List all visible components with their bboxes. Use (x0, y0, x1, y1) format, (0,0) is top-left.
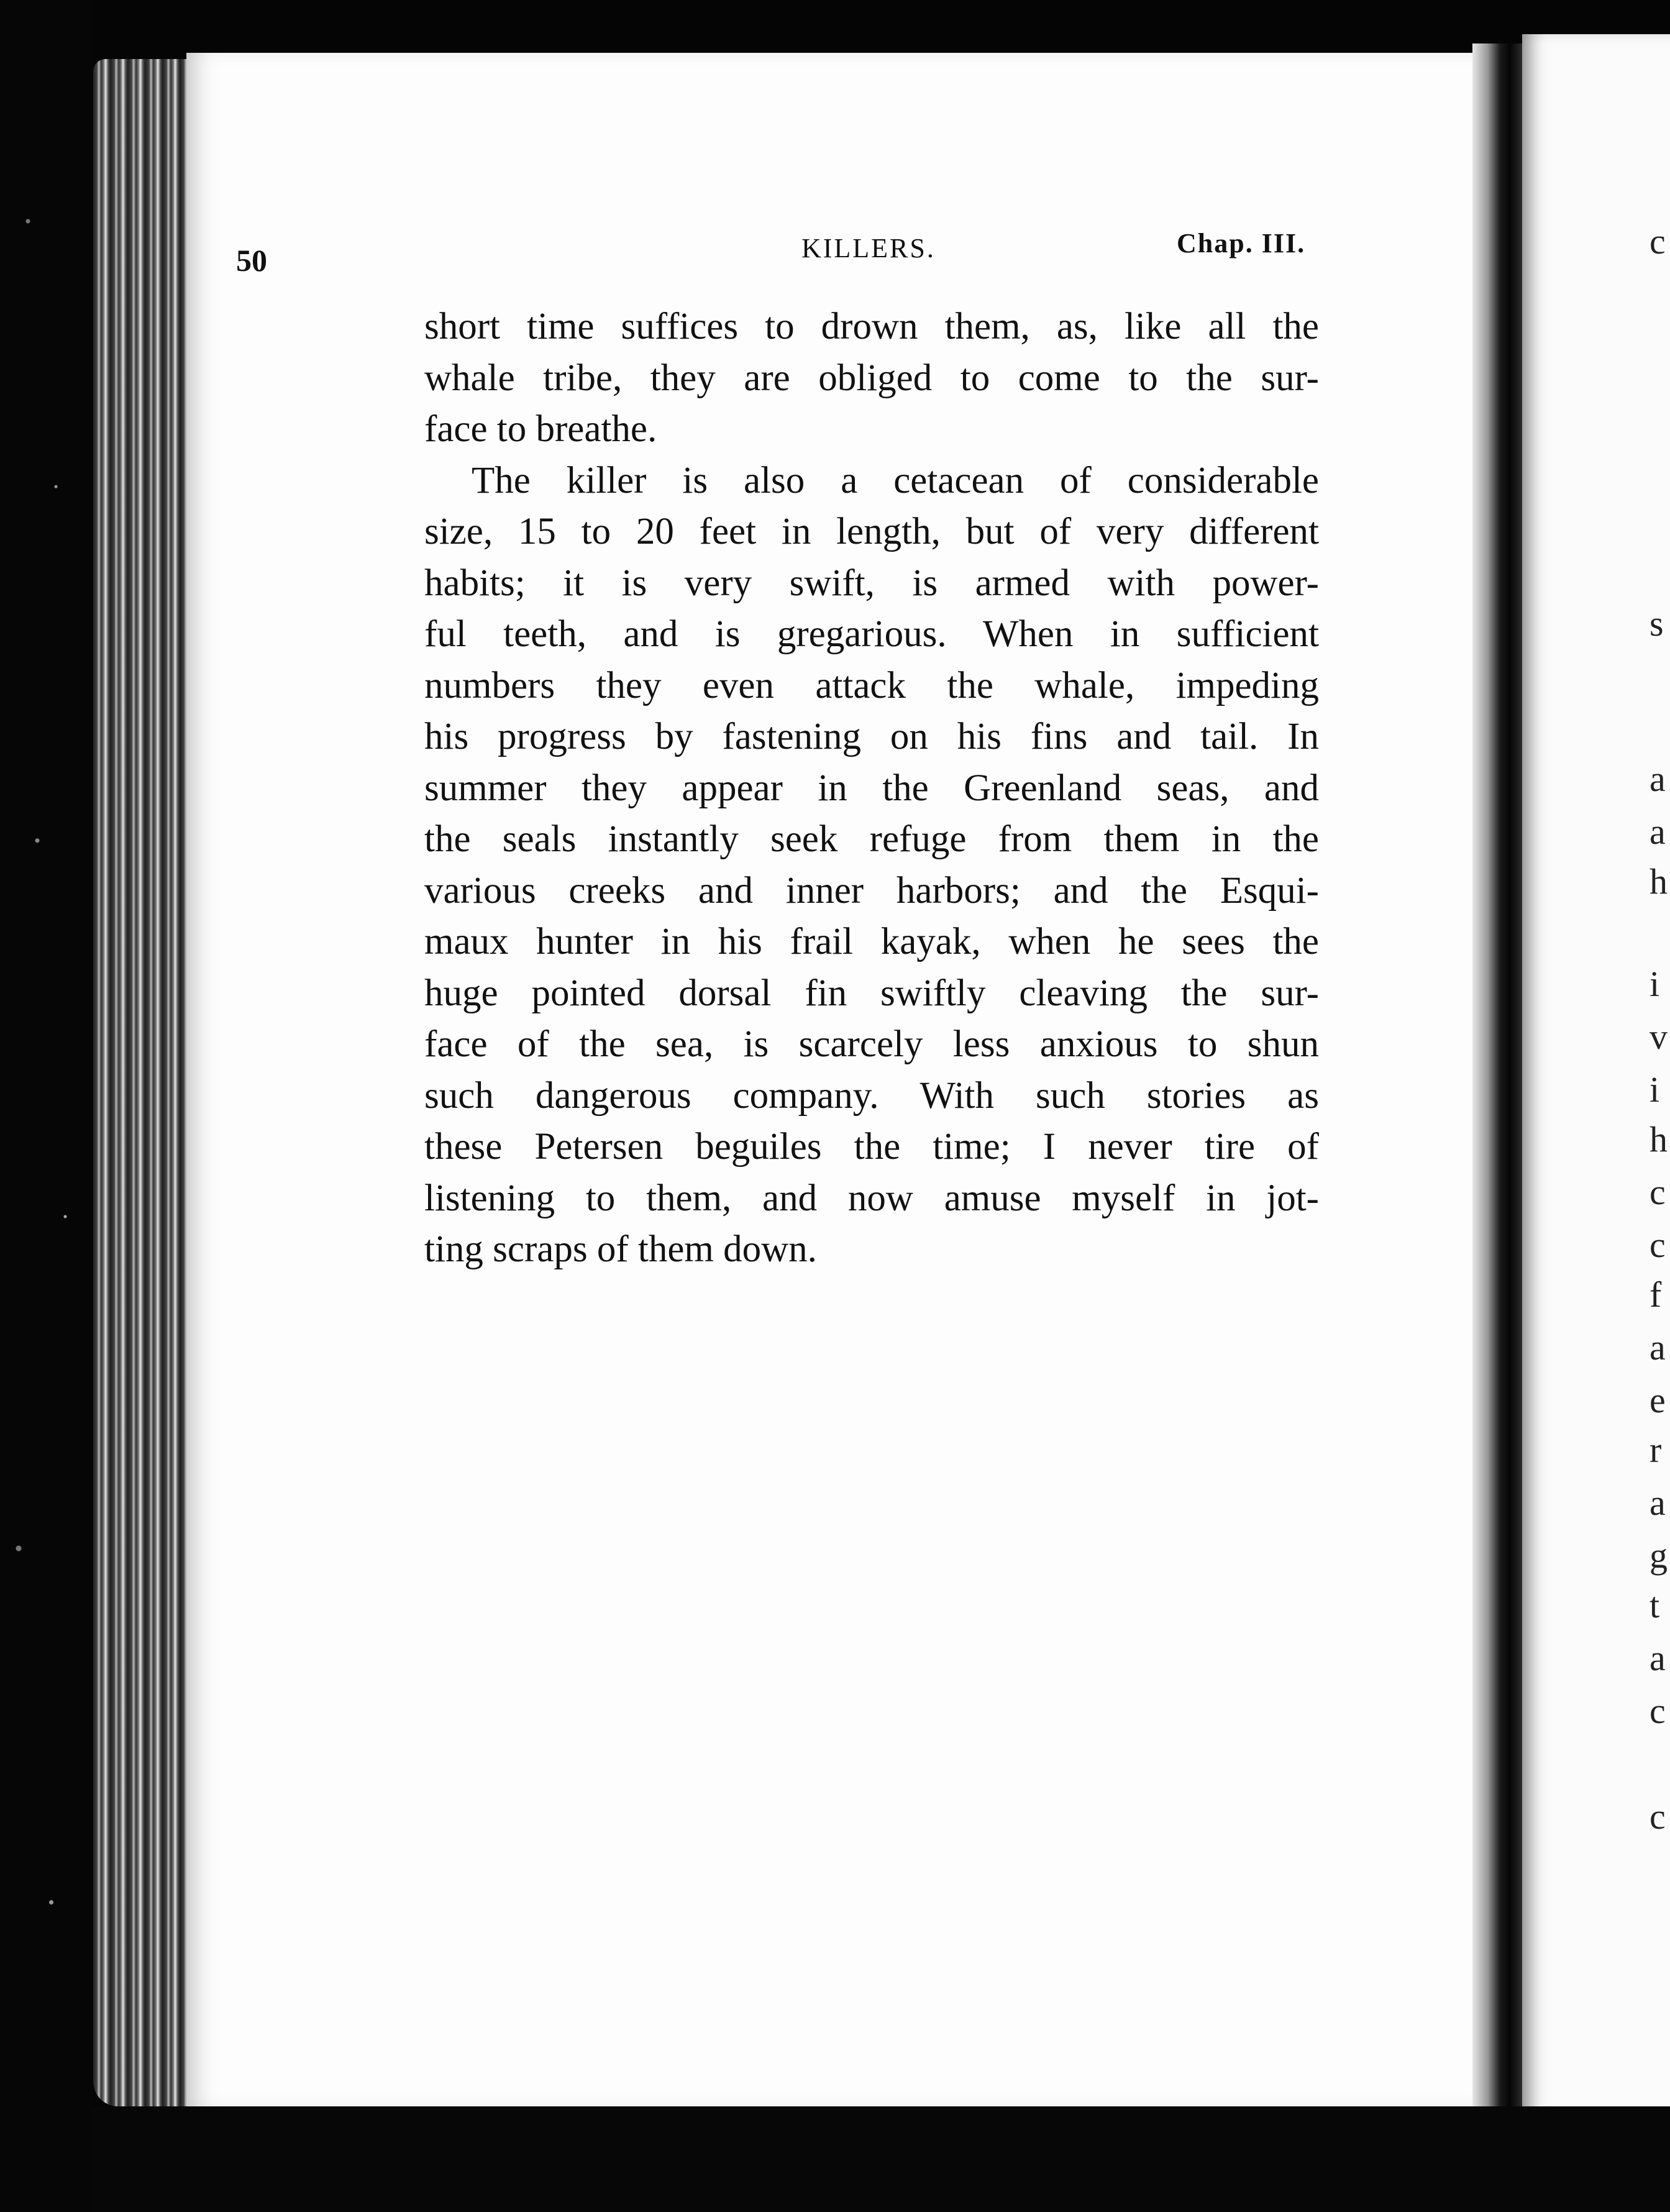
facing-fragment: c (1649, 1691, 1666, 1731)
scan-bottom-margin (93, 2106, 1670, 2212)
text-line: size, 15 to 20 feet in length, but of very different (424, 511, 1319, 552)
text-line: ful teeth, and is gregarious. When in sufficient (424, 613, 1319, 655)
facing-fragment: a (1649, 759, 1666, 799)
facing-fragment: a (1649, 1327, 1666, 1368)
page-number: 50 (236, 243, 267, 278)
facing-page (1522, 34, 1670, 2147)
text-line: summer they appear in the Greenland seas, and (424, 767, 1319, 809)
facing-fragment: g (1649, 1535, 1668, 1576)
facing-fragment: c (1649, 1172, 1666, 1212)
text-line: such dangerous company. With such stories as (424, 1074, 1319, 1117)
facing-fragment: f (1649, 1274, 1662, 1315)
text-line: the seals instantly seek refuge from them in the (424, 818, 1319, 860)
chapter-reference: Chap. III. (1177, 228, 1306, 258)
text-line: face to breathe. (424, 408, 657, 450)
facing-fragment: a (1649, 1483, 1666, 1523)
facing-fragment: h (1649, 1119, 1668, 1159)
body-text (424, 301, 1319, 1276)
page-edge-stack (93, 59, 193, 2106)
facing-fragment: a (1649, 811, 1666, 852)
text-line: huge pointed dorsal fin swiftly cleaving the sur- (424, 972, 1319, 1014)
facing-fragment: c (1649, 1796, 1666, 1837)
facing-fragment: c (1649, 221, 1666, 262)
text-line: The killer is also a cetacean of considerable (472, 459, 1319, 501)
facing-fragment: h (1649, 861, 1668, 902)
facing-fragment: i (1649, 964, 1660, 1004)
facing-fragment: v (1649, 1017, 1668, 1057)
text-line: numbers they even attack the whale, impeding (424, 664, 1319, 706)
scan-left-margin (0, 0, 93, 2212)
running-title: KILLERS. (801, 233, 936, 263)
facing-fragment: i (1649, 1069, 1660, 1110)
text-line: his progress by fastening on his fins and tail. In (424, 716, 1319, 757)
text-line: short time suffices to drown them, as, like all the (424, 306, 1319, 347)
text-line: listening to them, and now amuse myself in jot- (424, 1177, 1319, 1219)
book-gutter (1472, 43, 1522, 2113)
facing-fragment: r (1649, 1430, 1662, 1470)
text-line: various creeks and inner harbors; and the Esqui- (424, 869, 1319, 912)
facing-fragment: c (1649, 1225, 1666, 1265)
facing-fragment: a (1649, 1638, 1666, 1678)
text-line: maux hunter in his frail kayak, when he sees the (424, 921, 1319, 962)
text-line: whale tribe, they are obliged to come to the sur- (424, 357, 1319, 399)
facing-fragment: e (1649, 1380, 1666, 1420)
facing-page-fragments (1649, 0, 1670, 2212)
facing-fragment: t (1649, 1585, 1660, 1625)
text-line: these Petersen beguiles the time; I never tire of (424, 1126, 1319, 1168)
facing-fragment: s (1649, 603, 1664, 644)
text-line: face of the sea, is scarcely less anxious to shun (424, 1023, 1319, 1065)
text-line: ting scraps of them down. (424, 1228, 817, 1270)
text-line: habits; it is very swift, is armed with power- (424, 562, 1319, 604)
